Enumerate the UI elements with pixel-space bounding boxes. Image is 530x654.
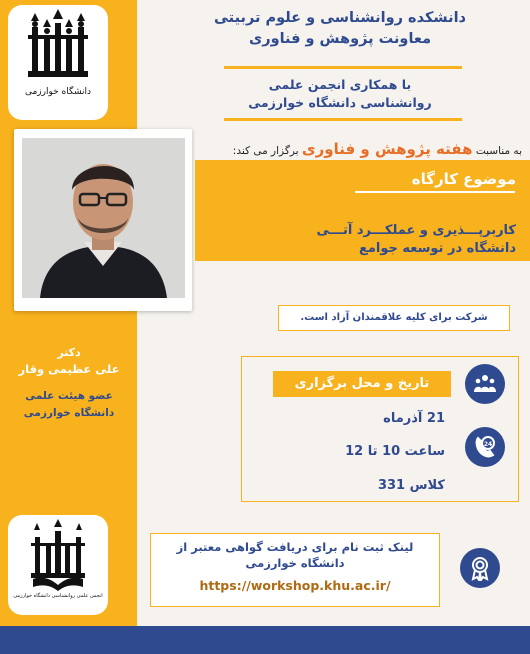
page-header [150,0,530,50]
speaker-name: علی عظیمی وقار [18,362,120,376]
office-title: معاونت پژوهش و فناوری [248,31,432,47]
people-icon [465,364,505,404]
event-date: 21 آذرماه [383,411,445,426]
collaboration-line1: با همکاری انجمن علمی [268,77,412,92]
footer-bar [0,626,530,654]
psychology-association-emblem-icon [23,515,93,593]
registration-link[interactable]: https://workshop.khu.ac.ir/ [199,578,391,593]
occasion-line [200,138,522,162]
award-badge-icon [460,548,500,588]
topic-divider [355,191,515,193]
24h-phone-icon [465,427,505,467]
speaker-photo [22,138,185,298]
registration-line2: دانشگاه خوارزمی [245,556,345,570]
speaker-title: دکتر [57,346,81,359]
association-logo [8,515,108,615]
event-time: ساعت 10 تا 12 [345,444,445,459]
occasion-suffix: برگزار می کند: [232,145,299,157]
registration-text [152,539,438,571]
topic-title: موضوع کارگاه [411,170,516,188]
collaboration-note [150,76,530,112]
header-divider [224,66,462,69]
university-logo-caption: دانشگاه خوارزمی [24,87,92,97]
faculty-title: دانشکده روانشناسی و علوم تربیتی [214,10,466,26]
speaker-role: عضو هیئت علمی [25,390,113,402]
event-room: کلاس 331 [377,478,445,493]
workshop-topic-line2: دانشگاه در توسعه جوامع [358,241,516,256]
registration-line1: لینک ثبت نام برای دریافت گواهی معتبر از [176,540,414,554]
speaker-info [4,344,134,422]
workshop-topic [216,222,516,258]
occasion-prefix: به مناسبت [475,145,522,157]
collaboration-line2: روانشناسی دانشگاه خوارزمی [248,95,432,110]
schedule-heading: تاریخ و محل برگزاری [273,371,451,397]
kharazmi-emblem-icon [18,5,98,85]
association-logo-caption: انجمن علمی روانشناسی دانشگاه خوارزمی [13,593,103,599]
university-logo [8,5,108,120]
workshop-topic-line1: کاربرپـــذیری و عملکـــرد آتـــی [316,223,516,238]
occasion-highlight: هفته پژوهش و فناوری [301,140,473,158]
free-admission-note: شرکت برای کلیه علاقمندان آزاد است. [278,305,510,331]
svg-text:24: 24 [483,441,493,448]
collaboration-divider [224,118,462,121]
speaker-affiliation: دانشگاه خوارزمی [23,407,115,419]
